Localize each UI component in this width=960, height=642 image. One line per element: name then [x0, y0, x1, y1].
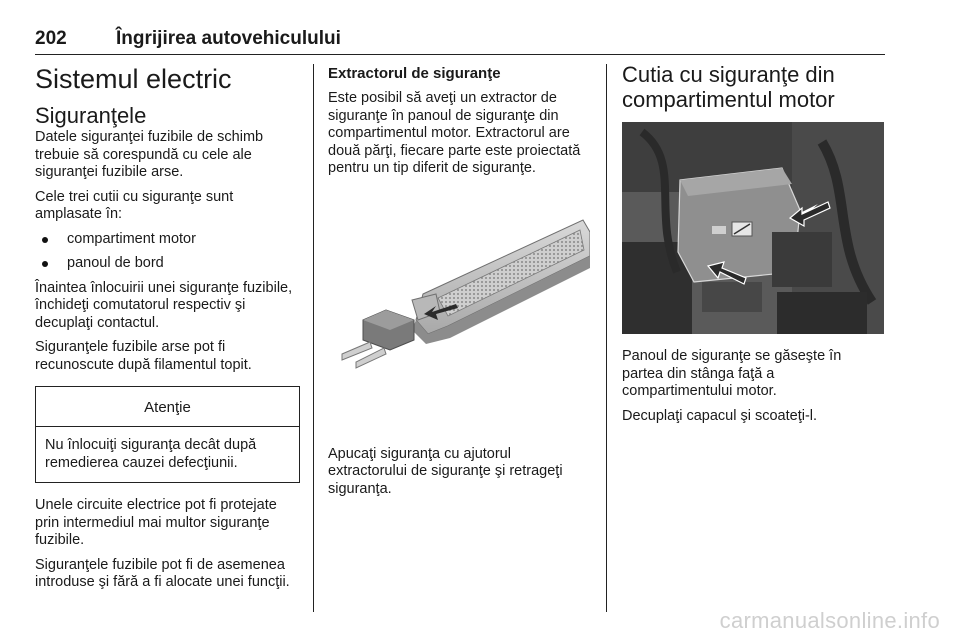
running-title: Îngrijirea autovehiculului [116, 28, 341, 49]
warning-body: Nu înlocuiţi siguranţa decât după remedierea cauzei defecţiunii. [45, 437, 257, 471]
section-subtitle: Siguranţele [35, 103, 147, 128]
bullet-icon [42, 237, 48, 243]
bullet-list [35, 231, 300, 273]
paragraph: Siguranţele fuzibile arse pot fi recunoscute după filamentul topit. [35, 339, 252, 373]
list-item: panoul de bord [35, 255, 300, 273]
column-divider [606, 64, 607, 612]
section-heading: Cutia cu siguranţe din compartimentul motor [622, 62, 835, 112]
column-left [35, 62, 300, 599]
paragraph: Panoul de siguranţe se găseşte în partea din stânga faţă a compartimentului motor. [622, 348, 842, 399]
engine-fuse-box-photo [622, 122, 884, 334]
list-item: compartiment motor [35, 231, 300, 249]
paragraph: Unele circuite electrice pot fi protejate prin intermediul mai multor siguranţe fuzibile. [35, 497, 277, 548]
image-caption: Apucaţi siguranţa cu ajutorul extractorului de siguranţe şi retrageţi siguranţa. [328, 445, 563, 497]
paragraph: Înaintea înlocuirii unei siguranţe fuzibile, închideţi comutatorul respectiv şi decuplaţi contactul. [35, 279, 293, 331]
fuse-extractor-illustration [328, 216, 590, 426]
column-middle [328, 62, 590, 505]
column-divider [313, 64, 314, 612]
column-right [622, 62, 884, 432]
page-number: 202 [35, 28, 67, 49]
paragraph: Cele trei cutii cu siguranţe sunt amplasate în: [35, 188, 234, 222]
warning-box [35, 386, 300, 483]
paragraph: Siguranţele fuzibile pot fi de asemenea introduse şi fără a fi alocate unei funcţii. [35, 556, 290, 590]
page-header [35, 28, 885, 55]
section-title: Sistemul electric [35, 64, 232, 94]
section-heading: Extractorul de siguranţe [328, 65, 501, 82]
paragraph: Datele siguranţei fuzibile de schimb trebuie să corespundă cu cele ale siguranţei fuzibile arse. [35, 129, 264, 180]
paragraph: Este posibil să aveţi un extractor de siguranţe în panoul de siguranţe din compartimentul motor. Extractorul are două părţi, fiecare parte este proiectată pentru un tip diferit de siguranţe. [328, 90, 581, 176]
paragraph: Decuplaţi capacul şi scoateţi-l. [622, 407, 818, 424]
watermark: carmanualsonline.info [719, 608, 940, 633]
warning-title: Atenţie [36, 387, 299, 427]
bullet-icon [42, 261, 48, 267]
